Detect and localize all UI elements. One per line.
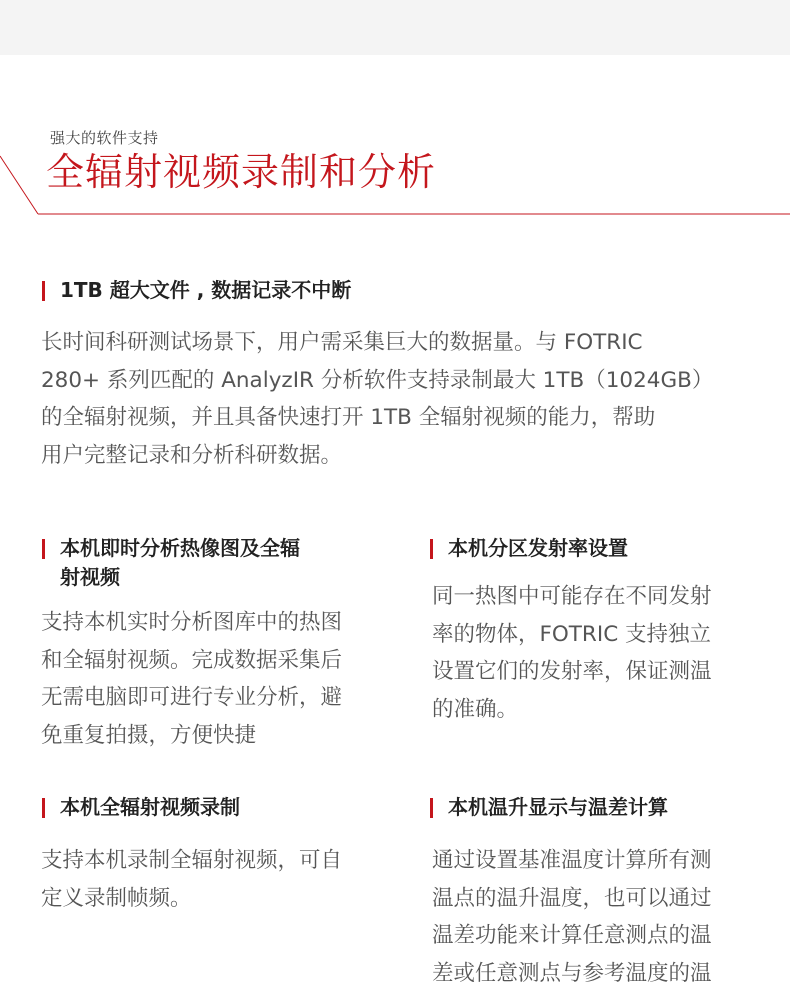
body-line: 定义录制帧频。: [41, 885, 192, 911]
heading-accent-bar: [42, 539, 45, 559]
section-heading-text: 本机全辐射视频录制: [60, 795, 240, 819]
body-line: 同一热图中可能存在不同发射: [432, 584, 712, 609]
section-heading-text: 本机温升显示与温差计算: [448, 795, 668, 819]
body-line: 无需电脑即可进行专业分析，避: [41, 685, 343, 710]
section-heading-video-recording: [42, 793, 240, 822]
body-line: 差或任意测点与参考温度的温: [432, 960, 712, 986]
body-line: 温差功能来计算任意测点的温: [432, 923, 712, 948]
top-band: [0, 0, 790, 55]
body-line: 率的物体，FOTRIC 支持独立: [432, 621, 712, 647]
body-line: 免重复拍摄，方便快捷: [41, 722, 257, 748]
body-line: 和全辐射视频。完成数据采集后: [41, 647, 343, 673]
heading-accent-bar: [430, 539, 433, 559]
heading-accent-bar: [430, 798, 433, 818]
heading-accent-bar: [42, 281, 45, 301]
body-line: 通过设置基准温度计算所有测: [432, 848, 712, 873]
section-heading-instant-analysis: [42, 534, 300, 592]
section-heading-text: 本机分区发射率设置: [448, 536, 628, 560]
section-heading-1tb: [42, 276, 351, 305]
section-heading-emissivity: [430, 534, 628, 563]
section-body-instant-analysis: [41, 604, 381, 754]
body-line: 支持本机实时分析图库中的热图: [41, 610, 343, 635]
section-heading-text: 射视频: [60, 565, 120, 589]
section-body-1tb: [41, 324, 761, 474]
section-eyebrow: 强大的软件支持: [50, 129, 159, 147]
section-body-emissivity: [432, 578, 772, 728]
section-body-video-recording: [41, 842, 381, 917]
body-line: 设置它们的发射率，保证测温: [432, 659, 712, 684]
body-line: 的全辐射视频，并且具备快速打开 1TB 全辐射视频的能力，帮助: [41, 405, 656, 430]
body-line: 长时间科研测试场景下，用户需采集巨大的数据量。与 FOTRIC: [41, 330, 643, 355]
body-line: 280+ 系列匹配的 AnalyzIR 分析软件支持录制最大 1TB（1024GB）: [41, 367, 714, 393]
heading-accent-bar: [42, 798, 45, 818]
body-line: 的准确。: [432, 696, 519, 722]
section-body-temp-rise: [432, 842, 772, 992]
section-heading-text: 1TB 超大文件 , 数据记录不中断: [60, 278, 352, 302]
body-line: 用户完整记录和分析科研数据。: [41, 442, 343, 468]
body-line: 支持本机录制全辐射视频，可自: [41, 848, 343, 873]
section-heading-text: 本机即时分析热像图及全辐: [60, 536, 300, 560]
page-title: 全辐射视频录制和分析: [46, 150, 437, 194]
section-heading-temp-rise: [430, 793, 668, 822]
body-line: 温点的温升温度，也可以通过: [432, 885, 712, 911]
